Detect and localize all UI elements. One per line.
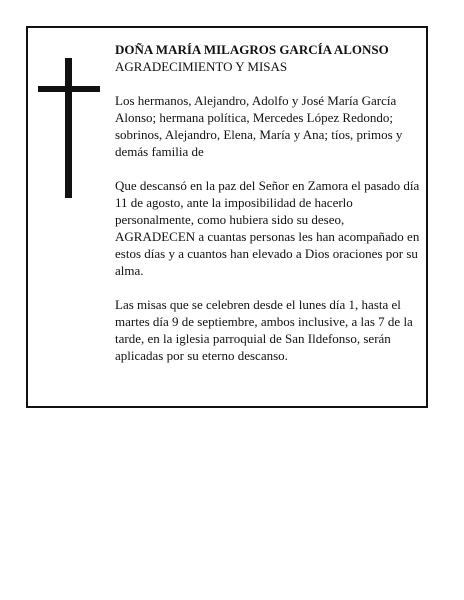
obituary-notice (26, 26, 428, 408)
cross-vertical-bar (65, 58, 72, 198)
thanks-paragraph: Que descansó en la paz del Señor en Zamora el pasado día 11 de agosto, ante la imposibilidad de hacerlo personalmente, como hubiera sido su deseo, AGRADECEN a cuantas personas les han acompañado en estos días y a cuantos han elevado a Dios oraciones por su alma. (115, 178, 420, 278)
family-paragraph: Los hermanos, Alejandro, Adolfo y José María García Alonso; hermana política, Mercedes López Redondo; sobrinos, Alejandro, Elena, María y Ana; tíos, primos y demás familia de (115, 93, 403, 159)
notice-text (115, 41, 421, 381)
deceased-name: DOÑA MARÍA MILAGROS GARCÍA ALONSO (115, 42, 389, 57)
notice-subtitle: AGRADECIMIENTO Y MISAS (115, 59, 288, 74)
cross-icon (38, 58, 100, 198)
masses-paragraph: Las misas que se celebren desde el lunes día 1, hasta el martes día 9 de septiembre, ambos inclusive, a las 7 de la tarde, en la iglesia parroquial de San Ildefonso, serán aplicadas por su eterno descanso. (115, 297, 413, 363)
cross-horizontal-bar (38, 86, 100, 92)
